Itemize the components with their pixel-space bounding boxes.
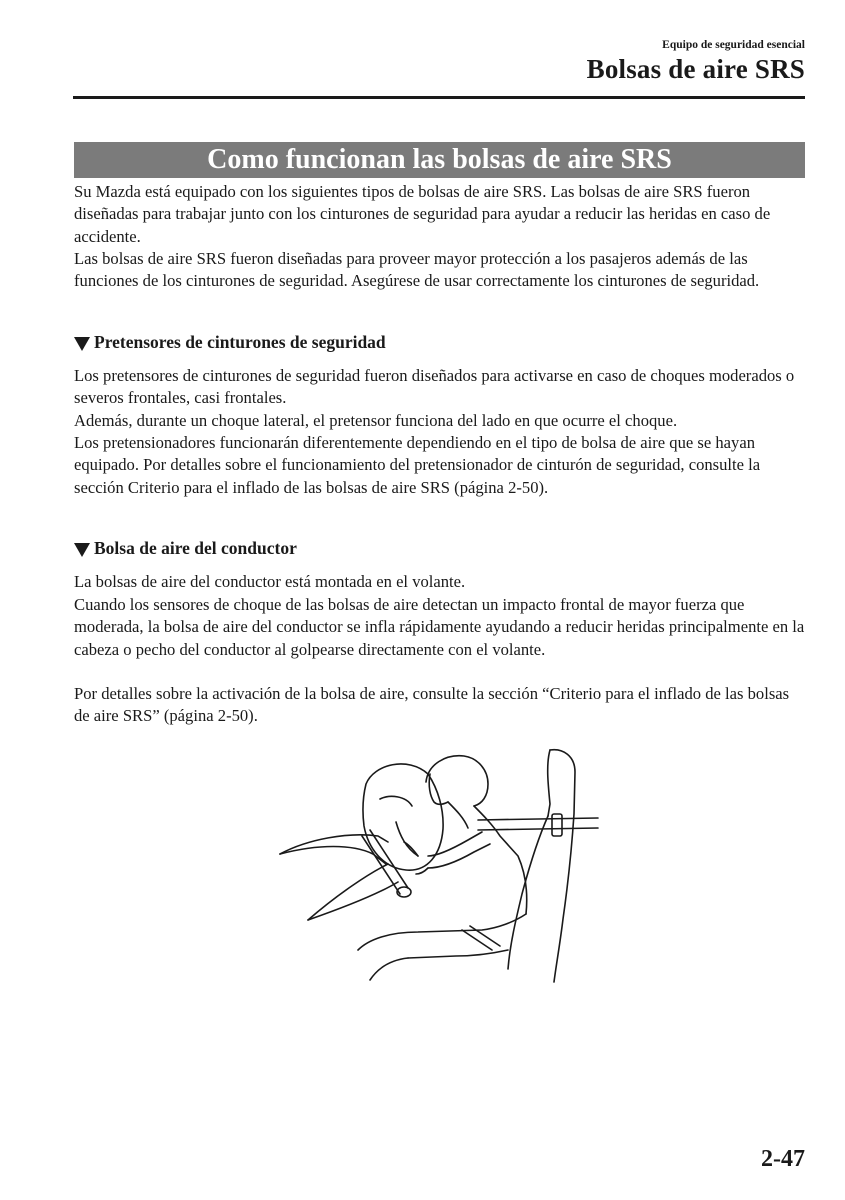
triangle-bullet-icon [74,337,90,351]
subheading-conductor [74,538,297,559]
pretensores-paragraph-2: Además, durante un choque lateral, el pretensor funciona del lado en que ocurre el choque. [74,411,678,430]
conductor-paragraph-2: Cuando los sensores de choque de las bolsas de aire detectan un impacto frontal de mayor fuerza que moderada, la bolsa de aire del conductor se infla rápidamente ayudando a reducir heridas principalmente en la cabeza o pecho del conductor al golpearse directamente con el volante. [74,595,805,659]
header-title: Bolsas de aire SRS [586,54,805,84]
intro-paragraph-2: Las bolsas de aire SRS fueron diseñadas para proveer mayor protección a los pasajeros además de las funciones de los cinturones de seguridad. Asegúrese de usar correctamente los cinturones de seguridad. [74,249,760,291]
conductor-paragraph-3: Por detalles sobre la activación de la bolsa de aire, consulte la sección “Criterio para el inflado de las bolsas de aire SRS” (página 2-50). [74,684,790,726]
subheading-conductor-label: Bolsa de aire del conductor [94,538,297,558]
pretensores-paragraph-1: Los pretensores de cinturones de seguridad fueron diseñados para activarse en caso de choques moderados o severos frontales, casi frontales. [74,366,795,408]
section-heading-band: Como funcionan las bolsas de aire SRS [74,142,805,178]
pretensores-paragraph-3: Los pretensionadores funcionarán diferentemente dependiendo en el tipo de bolsa de aire que se hayan equipado. Por detalles sobre el funcionamiento del pretensionador de cinturón de seguridad, consulte la sección Criterio para el inflado de las bolsas de aire SRS (página 2-50). [74,433,761,497]
header-section-label: Equipo de seguridad esencial [662,39,805,51]
triangle-bullet-icon [74,543,90,557]
page-number: 2-47 [761,1146,805,1172]
intro-paragraph-1: Su Mazda está equipado con los siguientes tipos de bolsas de aire SRS. Las bolsas de aire SRS fueron diseñadas para trabajar junto con los cinturones de seguridad para ayudar a reducir las heridas en caso de accidente. [74,182,771,246]
conductor-paragraph-1: La bolsas de aire del conductor está montada en el volante. [74,572,466,591]
subheading-pretensores [74,332,386,353]
subheading-pretensores-label: Pretensores de cinturones de seguridad [94,332,386,352]
driver-airbag-illustration-icon [278,744,603,986]
header-divider [73,96,805,99]
